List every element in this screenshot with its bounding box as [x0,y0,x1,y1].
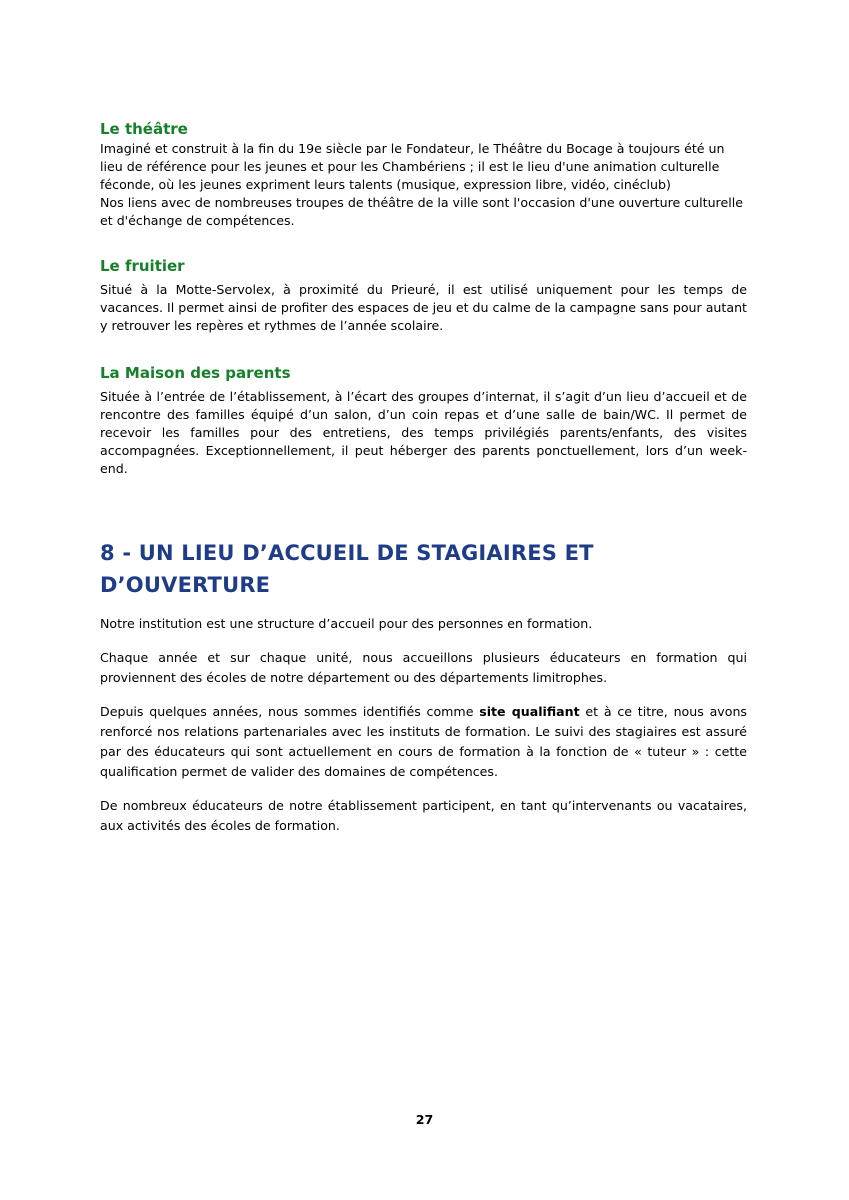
text-line: et d'échange de compétences. [100,213,295,228]
section-title: Le théâtre [100,120,188,138]
chapter-8 [100,537,747,601]
section-body: Située à l’entrée de l’établissement, à l’écart des groupes d’internat, il s’agit d’un lieu d’accueil et de rencontre des familles équipé d’un salon, d’un coin repas et d’une salle de bain/WC. Il permet de recevoir les familles pour des entretiens, des temps privilégiés parents/enfants, des visites accompagnées. Exceptionnellement, il peut héberger des parents ponctuellement, lors d’un week-end. [100,389,747,476]
chapter-8-body [100,614,747,836]
section-title: La Maison des parents [100,364,291,382]
paragraph: Notre institution est une structure d’accueil pour des personnes en formation. [100,616,593,631]
emphasis-site-qualifiant: site qualifiant [479,704,580,719]
section-body: Situé à la Motte-Servolex, à proximité du Prieuré, il est utilisé uniquement pour les temps de vacances. Il permet ainsi de profiter des espaces de jeu et du calme de la campagne sans pour autant y retrouver les repères et rythmes de l’année scolaire. [100,282,747,333]
text-run: Depuis quelques années, nous sommes identifiés comme [100,704,480,719]
chapter-title [100,537,747,601]
section-theatre [100,120,747,230]
text-line: Imaginé et construit à la fin du 19e siècle par le Fondateur, le Théâtre du Bocage à toujours été un [100,141,725,156]
section-title: Le fruitier [100,257,185,275]
chapter-title-line: 8 - UN LIEU D’ACCUEIL DE STAGIAIRES ET [100,541,594,565]
section-body [100,140,747,230]
section-fruitier [100,257,747,335]
chapter-title-line: D’OUVERTURE [100,573,271,597]
section-maison-des-parents [100,364,747,478]
paragraph: Chaque année et sur chaque unité, nous accueillons plusieurs éducateurs en formation qui proviennent des écoles de notre département ou des départements limitrophes. [100,650,747,685]
paragraph [100,702,747,782]
page-number: 27 [415,1112,434,1127]
text-line: féconde, où les jeunes expriment leurs talents (musique, expression libre, vidéo, cinéclub) [100,177,671,192]
text-line: lieu de référence pour les jeunes et pour les Chambériens ; il est le lieu d'une animation culturelle [100,159,720,174]
text-run: et à ce titre, nous avons renforcé nos relations partenariales avec les instituts de formation. Le suivi des stagiaires est assuré par des éducateurs qui sont actuellement en cours de formation à la fonction de « tuteur » : cette qualification permet de valider des domaines de compétences. [100,704,747,779]
paragraph: De nombreux éducateurs de notre établissement participent, en tant qu’intervenants ou vacataires, aux activités des écoles de formation. [100,798,747,833]
text-line: Nos liens avec de nombreuses troupes de théâtre de la ville sont l'occasion d'une ouverture culturelle [100,195,743,210]
